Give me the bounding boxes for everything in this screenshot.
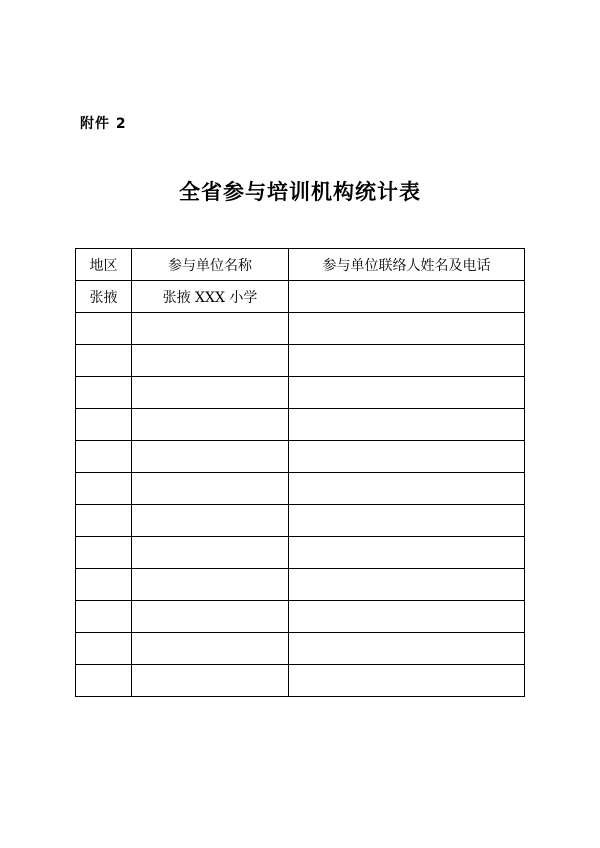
cell-contact xyxy=(289,569,525,601)
cell-contact xyxy=(289,473,525,505)
cell-region xyxy=(76,569,132,601)
cell-region xyxy=(76,345,132,377)
table-row xyxy=(76,441,525,473)
table-row xyxy=(76,377,525,409)
attachment-label: 附件 2 xyxy=(80,116,127,132)
cell-unit-name xyxy=(132,313,289,345)
page-title: 全省参与培训机构统计表 xyxy=(179,180,421,204)
table-row xyxy=(76,537,525,569)
cell-contact xyxy=(289,313,525,345)
table-body xyxy=(76,281,525,697)
cell-unit-name xyxy=(132,569,289,601)
table-row xyxy=(76,569,525,601)
cell-contact xyxy=(289,377,525,409)
cell-region xyxy=(76,537,132,569)
cell-contact xyxy=(289,281,525,313)
cell-region xyxy=(76,633,132,665)
cell-unit-name xyxy=(132,505,289,537)
table-row xyxy=(76,473,525,505)
cell-region xyxy=(76,473,132,505)
cell-unit-name xyxy=(132,409,289,441)
cell-contact xyxy=(289,409,525,441)
cell-contact xyxy=(289,537,525,569)
cell-unit-name xyxy=(132,537,289,569)
header-unit-name: 参与单位名称 xyxy=(132,249,289,281)
cell-region xyxy=(76,601,132,633)
statistics-table xyxy=(75,248,525,697)
cell-region: 张掖 xyxy=(76,281,132,313)
table-header-row xyxy=(76,249,525,281)
table-row xyxy=(76,313,525,345)
cell-contact xyxy=(289,441,525,473)
cell-contact xyxy=(289,665,525,697)
cell-unit-name xyxy=(132,441,289,473)
cell-region xyxy=(76,665,132,697)
cell-region xyxy=(76,377,132,409)
cell-unit-name: 张掖 XXX 小学 xyxy=(132,281,289,313)
cell-region xyxy=(76,505,132,537)
table-row xyxy=(76,601,525,633)
cell-region xyxy=(76,441,132,473)
cell-contact xyxy=(289,601,525,633)
cell-unit-name xyxy=(132,377,289,409)
cell-contact xyxy=(289,345,525,377)
table-row xyxy=(76,665,525,697)
table-row xyxy=(76,345,525,377)
cell-region xyxy=(76,313,132,345)
cell-unit-name xyxy=(132,473,289,505)
cell-unit-name xyxy=(132,601,289,633)
cell-unit-name xyxy=(132,633,289,665)
cell-unit-name xyxy=(132,345,289,377)
cell-region xyxy=(76,409,132,441)
table-row xyxy=(76,409,525,441)
table-row xyxy=(76,281,525,313)
cell-contact xyxy=(289,633,525,665)
table-row xyxy=(76,505,525,537)
cell-contact xyxy=(289,505,525,537)
header-region: 地区 xyxy=(76,249,132,281)
header-contact: 参与单位联络人姓名及电话 xyxy=(289,249,525,281)
cell-unit-name xyxy=(132,665,289,697)
table-row xyxy=(76,633,525,665)
